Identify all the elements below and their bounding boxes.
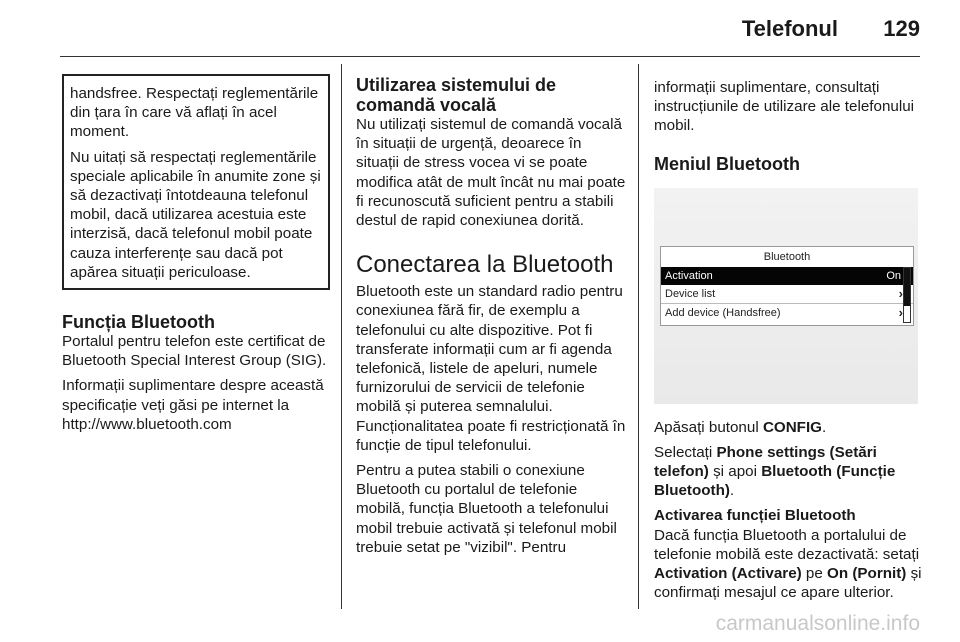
section-heading-bluetooth-menu: Meniul Bluetooth [654, 153, 800, 174]
section-heading-bluetooth-function: Funcția Bluetooth [62, 312, 215, 333]
watermark: carmanualsonline.info [715, 612, 920, 635]
chapter-title: Telefonul [741, 16, 838, 41]
menu-title: Bluetooth [763, 250, 811, 263]
paragraph: Nu utilizați sistemul de comandă vocală în situații de urgență, deoarece în situații de stress vocea vi se poate modifica atât de mult încât nu mai poate fi recunoscută suficient pentru a stabili destul de rapid conexiunea dorită. [356, 116, 626, 230]
menu-item-label: Add device (Handsfree) [665, 306, 781, 319]
paragraph: Selectați Phone settings (Setări telefon) și apoi Bluetooth (Funcție Bluetooth). [654, 443, 896, 500]
menu-item-add-device[interactable] [661, 304, 913, 322]
paragraph: informații suplimentare, consultați instrucțiunile de utilizare ale telefonului mobil. [654, 79, 915, 135]
chevron-right-icon: › [898, 304, 903, 320]
menu-item-value: On [886, 269, 901, 282]
paragraph: Informații suplimentare despre această specificație veți găsi pe internet la http://www.bluetooth.com [62, 377, 324, 433]
page-number: 129 [883, 16, 920, 41]
warning-text-1: handsfree. Respectați reglementările din țara în care vă aflați în acel moment. [70, 85, 319, 141]
column-1 [62, 64, 330, 440]
paragraph: Dacă funcția Bluetooth a portalului de telefonie mobilă este dezactivată: setați Activation (Activare) pe On (Pornit) și confirmați mesajul ce apare ulterior. [654, 526, 922, 602]
section-heading-voice-control: Utilizarea sistemului de comandă vocală [356, 75, 557, 115]
scrollbar-thumb[interactable] [904, 268, 910, 306]
button-name-config: CONFIG [762, 418, 822, 436]
paragraph: Apăsați butonul CONFIG. [654, 418, 827, 436]
header-rule [60, 56, 920, 57]
menu-item-label: Device list [665, 287, 716, 300]
bluetooth-menu-screenshot [654, 188, 918, 404]
column-divider-2 [638, 64, 639, 609]
paragraph: Pentru a putea stabili o conexiune Bluetooth cu portalul de telefonie mobilă, funcția Bluetooth a telefonului mobil trebuie activată și telefonul mobil trebuie setat pe "vizibil". Pentru [356, 462, 617, 556]
menu-item-activation[interactable] [661, 267, 913, 285]
paragraph: Bluetooth este un standard radio pentru conexiunea fără fir, de exemplu a telefonului cu alte dispozitive. Pot fi transferate informații cum ar fi agenda telefonică, listele de apeluri, numele furnizorului de servicii de telefonie mobilă și puterea semnalului. Funcționalitatea poate fi restricționată în funcție de tipul telefonului. [356, 283, 626, 454]
chapter-heading-bluetooth-connection: Conectarea la Bluetooth [356, 251, 614, 279]
warning-text-2: Nu uitați să respectați reglementările speciale aplicabile în anumite zone și să dezactivați întotdeauna telefonul mobil, dacă utilizarea acestuia este interzisă, dacă telefonul mobil poate cauza interferențe sau dacă pot apărea situații periculoase. [70, 148, 321, 281]
column-divider-1 [341, 64, 342, 609]
bluetooth-menu-panel [660, 246, 914, 326]
paragraph: Portalul pentru telefon este certificat de Bluetooth Special Interest Group (SIG). [62, 333, 327, 370]
chevron-right-icon: › [898, 285, 903, 301]
page-header [0, 0, 960, 62]
menu-item-device-list[interactable] [661, 285, 913, 304]
menu-item-label: Activation [665, 269, 713, 282]
subsection-heading-activate-bluetooth: Activarea funcției Bluetooth [654, 507, 856, 525]
warning-box [62, 74, 330, 290]
column-3 [654, 64, 926, 608]
scrollbar[interactable] [903, 267, 911, 323]
column-2 [356, 64, 628, 563]
